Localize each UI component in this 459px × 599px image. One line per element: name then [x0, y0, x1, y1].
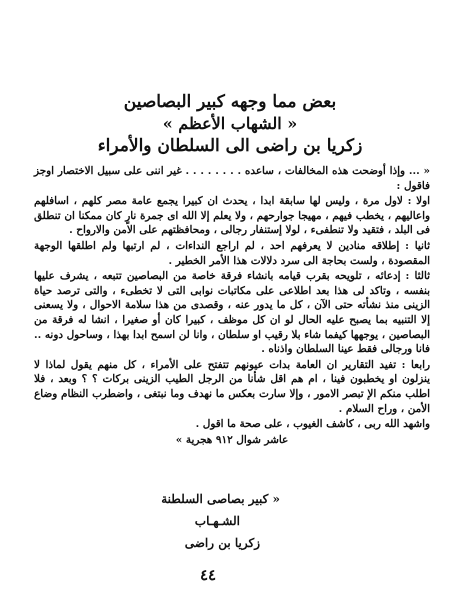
paragraph-fourth: رابعا : تفيد التقارير ان العامة بدات عيونهم تتفتح على الأمراء ، كل منهم يقول لماذا لا ينزلون او يخطبون فينا ، ام هم اقل شأنا من الرجل الطيب الزينى بركات ؟ ؟ وبعد ، فلا اطلب منكم الإ تبصر الامور ، وإلا سارت بعكس ما نهدف وما نبتغى ، واضطرب النظام وضاع الأمن ، وراح السلام . [34, 358, 430, 415]
letter-body [34, 164, 430, 448]
paragraph-third: ثالثا : إدعائه ، تلويحه بقرب قيامه بانشاء فرقة خاصة من البصاصين تتبعه ، يشرف عليها بنفسه ، وتاكد لى هذا بعد اطلاعى على مكاتبات نوابى التى لا تخطىء ، والتى ترصد حياة الزينى منذ نشأته حتى الآن ، كل ما يدور عنه ، وقصدى من هذا سلامة الاحوال ، ولا يسعنى إلا التنبيه بما يصبح عليه الحال لو ان كل موظف ، كبيرا كان أو صغيرا ، انشا له فرقة من البصاصين ، يوجهها كيفما شاء بلا رقيب او سلطان ، وانا لن اسمح ابدا بهذا ، وساحول دونه .. فانا ورجالى فقط عينا السلطان واذناه . [34, 270, 430, 356]
paragraph-intro: « ... وإذا أوضحت هذه المخالفات ، ساعده . . . . . . . . غير اننى على سبيل الاختصار اوجز فاقول : [34, 165, 430, 192]
signature-title: « كبير بصاصى السلطنة [161, 492, 280, 506]
paragraph-second: ثانيا : إطلاقه منادين لا يعرفهم احد ، لم اراجع النداءات ، لم ارتبها ولم اطلقها الوجهة المقصودة ، ولست بحاجة الى سرد دلالات هذا الأمر الخطير . [34, 239, 430, 267]
heading-line-3: زكريا بن راضى الى السلطان والأمراء [97, 136, 363, 156]
paragraph-oath: واشهد الله ربى ، كاشف الغيوب ، على صحة ما اقول . [195, 418, 430, 431]
date-line: عاشر شوال ٩١٢ هجرية » [175, 433, 289, 446]
heading-line-2: « الشهاب الأعظم » [162, 114, 298, 133]
paragraph-first: اولا : لاول مرة ، وليس لها سابقة ابدا ، يحدث ان كبيرا يجمع عامة مصر كلهم ، اسافلهم واعاليهم ، يخطب فيهم ، مهيجا جوارحهم ، ولا يعلم إلا الله اى جمرة نارٍ كان ممكنا ان تنطلق فى البلد ، فتقيد ولا تنطفىء ، لولا إستنفار رجالى ، ومحافظتهم على الامن والارواح . [34, 195, 430, 237]
page-number: ٤٤ [200, 566, 217, 584]
signature-epithet: الشـهـاب [194, 514, 240, 528]
heading-line-1: بعض مما وجهه كبير البصاصين [123, 92, 337, 112]
signature-block [80, 488, 280, 554]
signature-name: زكريا بن راضى [184, 536, 260, 550]
